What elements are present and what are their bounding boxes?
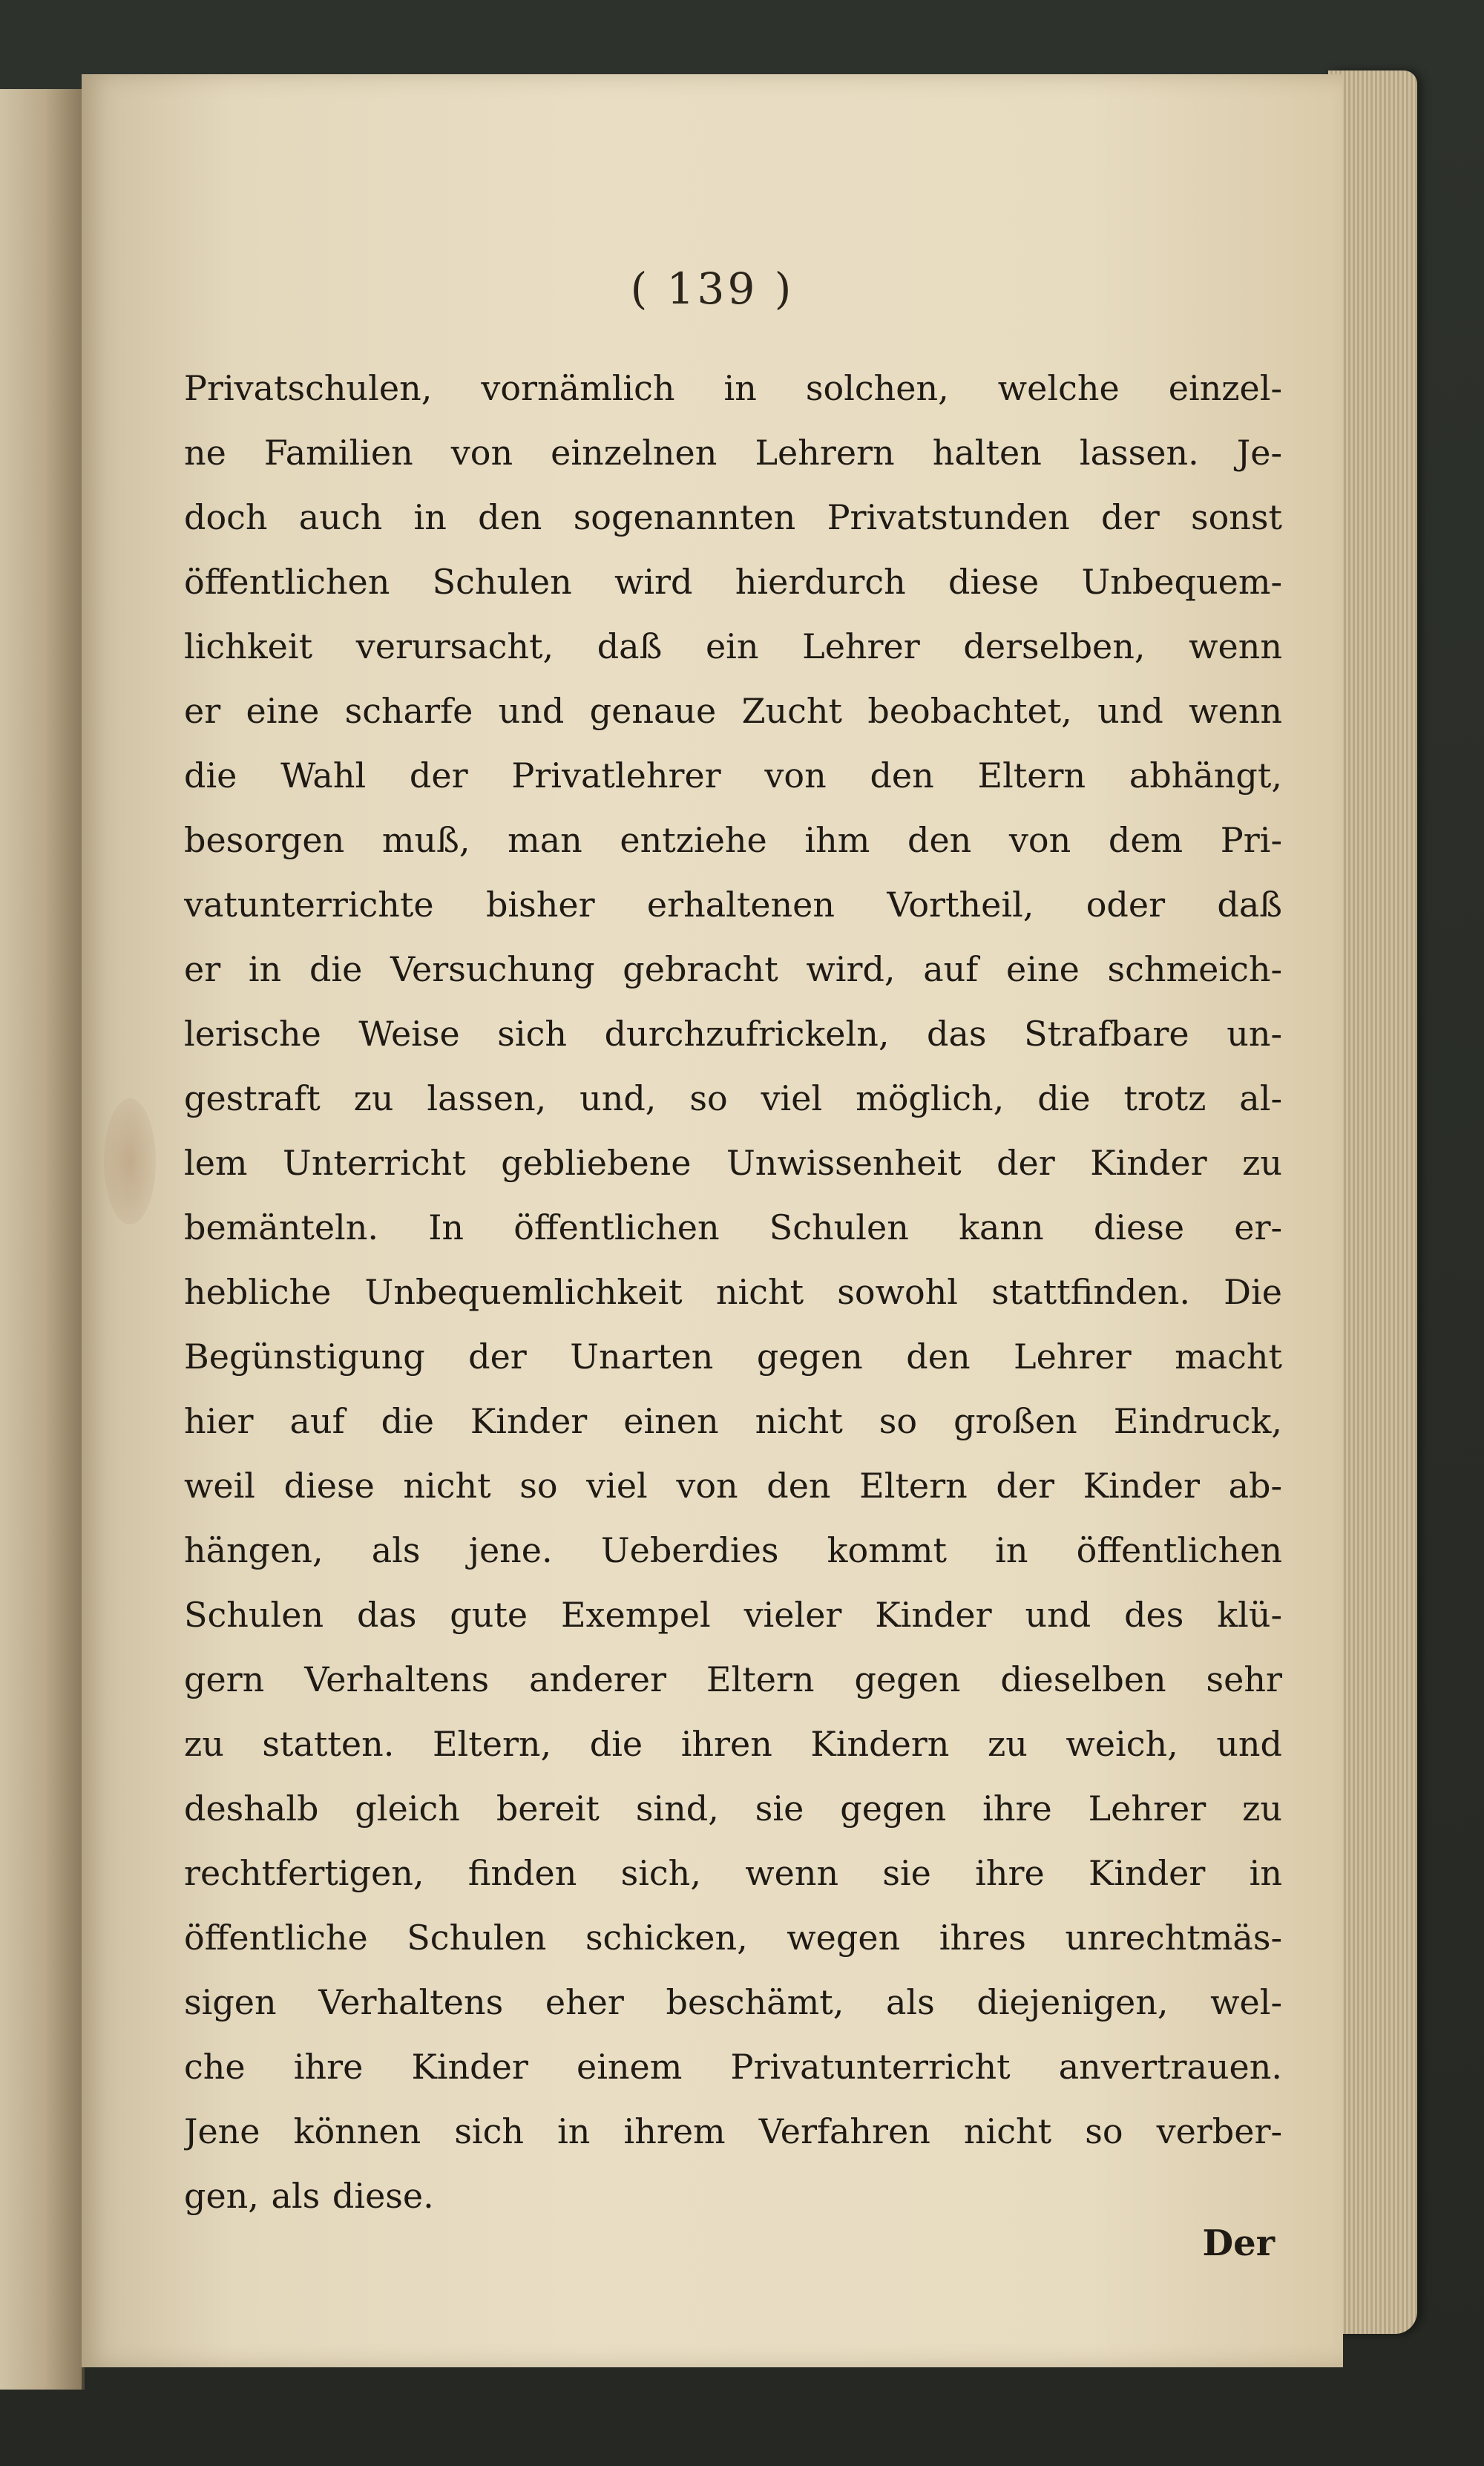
text-line: weil diese nicht so viel von den Eltern der Kinder ab- <box>184 1466 1282 1506</box>
text-line: doch auch in den sogenannten Privatstunden der sonst <box>184 497 1282 537</box>
text-line: die Wahl der Privatlehrer von den Eltern abhängt, <box>184 755 1282 796</box>
text-line: öffentlichen Schulen wird hierdurch diese Unbequem- <box>184 562 1282 602</box>
facing-page-edge <box>0 89 85 2390</box>
text-line: hier auf die Kinder einen nicht so großen Eindruck, <box>184 1401 1282 1441</box>
text-line: che ihre Kinder einem Privatunterricht anvertrauen. <box>184 2047 1282 2087</box>
text-line: sigen Verhaltens eher beschämt, als diejenigen, wel- <box>184 1982 1282 2022</box>
text-line: lichkeit verursacht, daß ein Lehrer derselben, wenn <box>184 626 1282 666</box>
text-line: besorgen muß, man entziehe ihm den von dem Pri- <box>184 820 1282 860</box>
text-line: lem Unterricht gebliebene Unwissenheit der Kinder zu <box>184 1143 1282 1183</box>
text-line: öffentliche Schulen schicken, wegen ihres unrechtmäs- <box>184 1918 1282 1958</box>
text-line: Jene können sich in ihrem Verfahren nicht so verber- <box>184 2111 1282 2151</box>
text-line: vatunterrichte bisher erhaltenen Vortheil, oder daß <box>184 885 1282 925</box>
text-line: hängen, als jene. Ueberdies kommt in öffentlichen <box>184 1530 1282 1570</box>
text-line: Begünstigung der Unarten gegen den Lehrer macht <box>184 1337 1282 1377</box>
text-line: ne Familien von einzelnen Lehrern halten lassen. Je- <box>184 433 1282 473</box>
text-line: Schulen das gute Exempel vieler Kinder und des klü- <box>184 1595 1282 1635</box>
book-page <box>82 74 1343 2367</box>
text-line: er eine scharfe und genaue Zucht beobachtet, und wenn <box>184 691 1282 731</box>
text-line: lerische Weise sich durchzufrickeln, das Strafbare un- <box>184 1014 1282 1054</box>
text-line: er in die Versuchung gebracht wird, auf eine schmeich- <box>184 949 1282 989</box>
text-line: rechtfertigen, finden sich, wenn sie ihre Kinder in <box>184 1853 1282 1893</box>
catchword: Der <box>1202 2223 1275 2264</box>
text-line: gern Verhaltens anderer Eltern gegen dieselben sehr <box>184 1659 1282 1699</box>
text-line: zu statten. Eltern, die ihren Kindern zu weich, und <box>184 1724 1282 1764</box>
page-number: ( 139 ) <box>630 263 795 314</box>
text-line: gen, als diese. <box>184 2176 434 2216</box>
text-line: deshalb gleich bereit sind, sie gegen ihre Lehrer zu <box>184 1788 1282 1829</box>
text-line: Privatschulen, vornämlich in solchen, welche einzel- <box>184 368 1282 408</box>
text-line: gestraft zu lassen, und, so viel möglich, die trotz al- <box>184 1078 1282 1118</box>
paper-stain <box>104 1098 156 1224</box>
text-line: hebliche Unbequemlichkeit nicht sowohl stattfinden. Die <box>184 1272 1282 1312</box>
text-line: bemänteln. In öffentlichen Schulen kann diese er- <box>184 1207 1282 1247</box>
body-text <box>184 356 1282 2229</box>
